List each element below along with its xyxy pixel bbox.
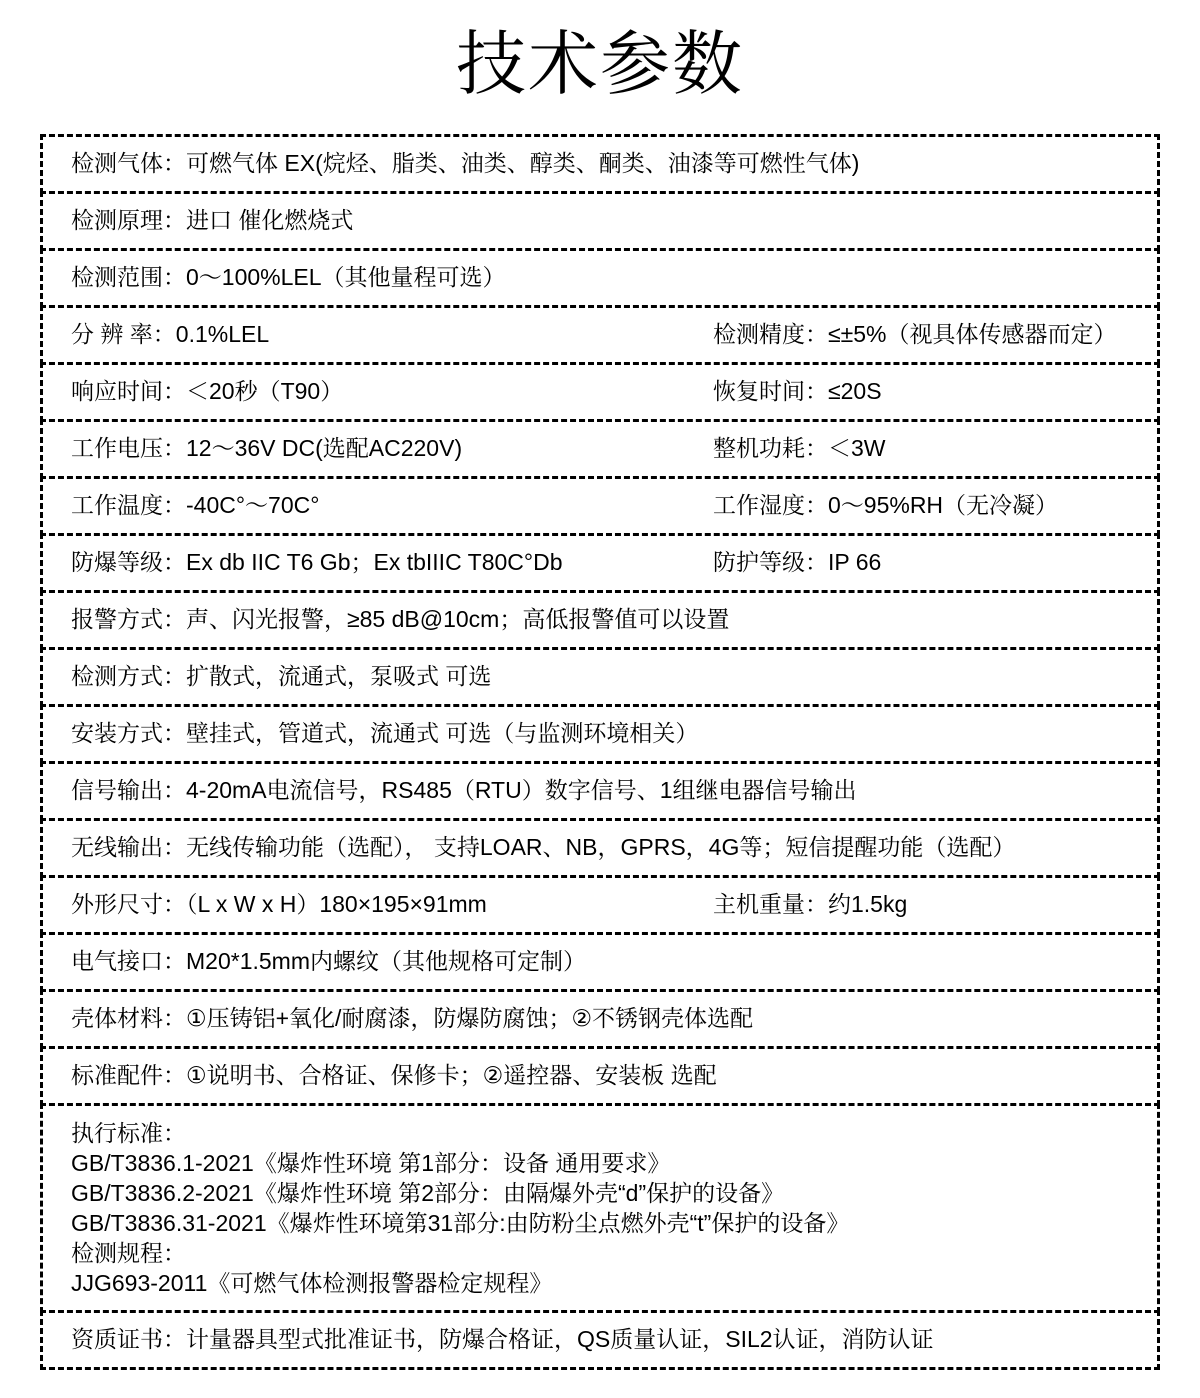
spec-text-detection-principle: 检测原理：进口 催化燃烧式 (71, 207, 354, 234)
spec-text-signal-output: 信号输出：4-20mA电流信号，RS485（RTU）数字信号、1组继电器信号输出 (71, 777, 857, 804)
spec-text-detection-range: 检测范围：0～100%LEL（其他量程可选） (71, 264, 506, 291)
spec-text-explosion-protection-grade-right: 防护等级：IP 66 (713, 549, 882, 576)
spec-text-temperature-humidity-right: 工作湿度：0～95%RH（无冷凝） (713, 492, 1059, 519)
spec-text-standards-line-3: GB/T3836.31-2021《爆炸性环境第31部分:由防粉尘点燃外壳“t”保护的设备》 (71, 1210, 850, 1236)
spec-row-detection-mode (40, 647, 1160, 707)
spec-row-installation-mode (40, 704, 1160, 764)
spec-text-explosion-protection-grade-left: 防爆等级：Ex db IIC T6 Gb；Ex tbIIIC T80C°Db (71, 549, 563, 576)
spec-text-wireless-output: 无线输出：无线传输功能（选配）， 支持LOAR、NB，GPRS，4G等；短信提醒功能（选配） (71, 834, 1016, 861)
spec-text-alarm-mode: 报警方式：声、闪光报警，≥85 dB@10cm；高低报警值可以设置 (71, 606, 730, 633)
spec-row-voltage-power (40, 419, 1160, 479)
spec-row-housing-material (40, 989, 1160, 1049)
spec-text-certificates: 资质证书：计量器具型式批准证书，防爆合格证，QS质量认证，SIL2认证，消防认证 (71, 1326, 934, 1353)
spec-row-detection-principle (40, 191, 1160, 251)
spec-row-temperature-humidity (40, 476, 1160, 536)
spec-text-response-recovery-time-left: 响应时间：＜20秒（T90） (71, 378, 344, 405)
spec-row-certificates (40, 1310, 1160, 1370)
spec-row-standards (40, 1103, 1160, 1313)
page-title: 技术参数 (456, 25, 744, 103)
spec-text-detection-mode: 检测方式：扩散式，流通式，泵吸式 可选 (71, 663, 492, 690)
spec-text-standards-line-4: 检测规程： (71, 1240, 186, 1266)
spec-text-standard-accessories: 标准配件：①说明书、合格证、保修卡；②遥控器、安装板 选配 (71, 1062, 717, 1089)
spec-row-standard-accessories (40, 1046, 1160, 1106)
spec-text-detection-gas: 检测气体：可燃气体 EX(烷烃、脂类、油类、醇类、酮类、油漆等可燃性气体) (71, 150, 860, 177)
spec-text-installation-mode: 安装方式：壁挂式，管道式，流通式 可选（与监测环境相关） (71, 720, 699, 747)
spec-row-detection-range (40, 248, 1160, 308)
spec-text-standards-line-0: 执行标准： (71, 1120, 186, 1146)
spec-text-standards-line-2: GB/T3836.2-2021《爆炸性环境 第2部分：由隔爆外壳“d”保护的设备》 (71, 1180, 785, 1206)
spec-text-voltage-power-left: 工作电压：12～36V DC(选配AC220V) (71, 435, 463, 462)
spec-row-electrical-interface (40, 932, 1160, 992)
spec-text-dimensions-weight-right: 主机重量：约1.5kg (713, 891, 908, 918)
spec-text-standards-line-1: GB/T3836.1-2021《爆炸性环境 第1部分：设备 通用要求》 (71, 1150, 671, 1176)
spec-text-resolution-accuracy-left: 分 辨 率：0.1%LEL (71, 321, 270, 348)
spec-text-standards-line-5: JJG693-2011《可燃气体检测报警器检定规程》 (71, 1270, 553, 1296)
spec-text-resolution-accuracy-right: 检测精度：≤±5%（视具体传感器而定） (713, 321, 1117, 348)
spec-row-explosion-protection-grade (40, 533, 1160, 593)
spec-table (40, 134, 1160, 1370)
spec-row-response-recovery-time (40, 362, 1160, 422)
spec-text-temperature-humidity-left: 工作温度：-40C°～70C° (71, 492, 320, 519)
spec-row-dimensions-weight (40, 875, 1160, 935)
spec-row-resolution-accuracy (40, 305, 1160, 365)
spec-text-response-recovery-time-right: 恢复时间：≤20S (713, 378, 882, 405)
spec-text-electrical-interface: 电气接口：M20*1.5mm内螺纹（其他规格可定制） (71, 948, 586, 975)
spec-text-housing-material: 壳体材料：①压铸铝+氧化/耐腐漆，防爆防腐蚀；②不锈钢壳体选配 (71, 1005, 754, 1032)
spec-row-detection-gas (40, 134, 1160, 194)
spec-text-dimensions-weight-left: 外形尺寸：（L x W x H）180×195×91mm (71, 891, 487, 918)
spec-row-wireless-output (40, 818, 1160, 878)
spec-text-voltage-power-right: 整机功耗：＜3W (713, 435, 886, 462)
spec-row-alarm-mode (40, 590, 1160, 650)
spec-row-signal-output (40, 761, 1160, 821)
